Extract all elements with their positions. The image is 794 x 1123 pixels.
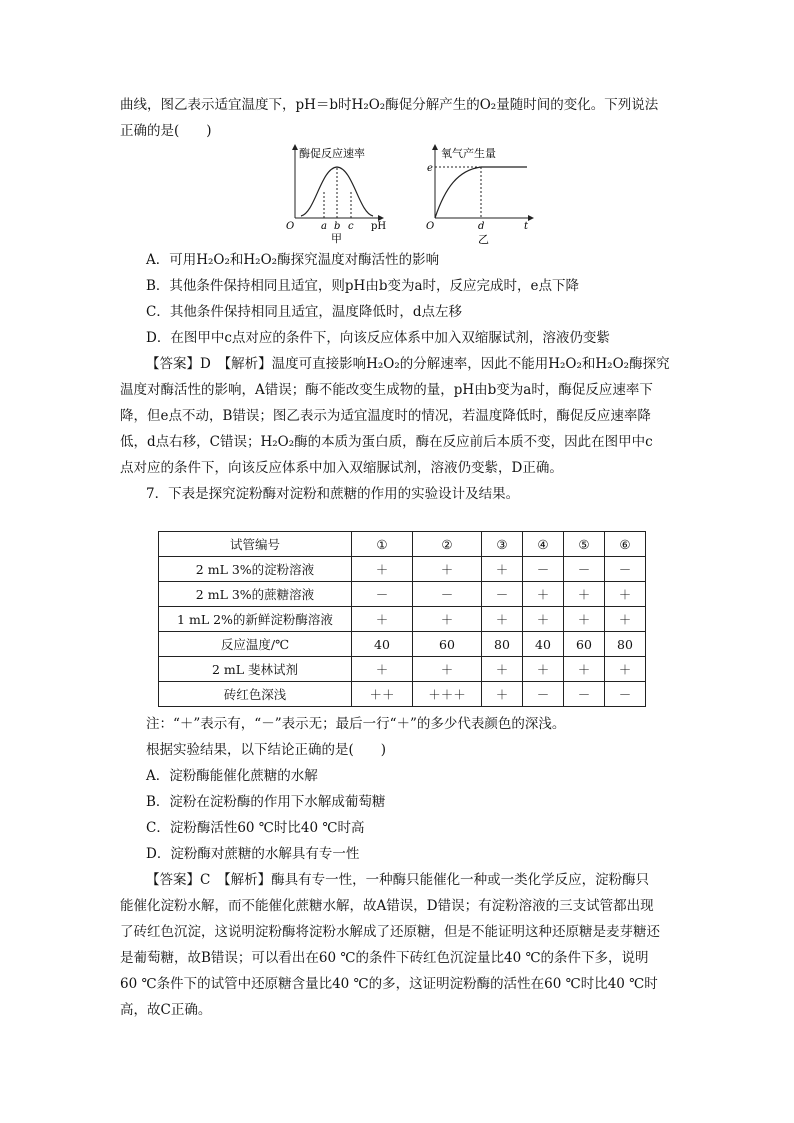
table-cell: ＋	[352, 607, 413, 632]
header-cell: 试管编号	[159, 532, 352, 557]
table-cell: ＋	[352, 657, 413, 682]
y-axis-label: 酶促反应速率	[299, 147, 365, 160]
table-cell: ＋＋＋	[413, 682, 482, 707]
q7-answer-line-4: 是葡萄糖，故B错误；可以看出在60 ℃的条件下砖红色沉淀量比40 ℃的条件下多，说明	[120, 950, 649, 966]
table-row	[159, 557, 646, 582]
table-cell: －	[352, 582, 413, 607]
header-cell: ①	[352, 532, 413, 557]
q6-option-a: A．可用H₂O₂和H₂O₂酶探究温度对酶活性的影响	[146, 252, 440, 268]
table-cell: ＋	[523, 582, 564, 607]
header-cell: ②	[413, 532, 482, 557]
q7-answer-line-3: 了砖红色沉淀，这说明淀粉酶将淀粉水解成了还原糖，但是不能证明这种还原糖是麦芽糖还	[120, 924, 660, 940]
y-tick-e: e	[427, 163, 433, 174]
x-tick-d: d	[478, 221, 485, 232]
x-axis-label: t	[524, 221, 529, 232]
table-cell: 2 mL 3%的淀粉溶液	[159, 557, 352, 582]
table-cell: ＋	[413, 557, 482, 582]
table-cell: 2 mL 3%的蔗糖溶液	[159, 582, 352, 607]
table-cell: 60	[564, 632, 605, 657]
table-cell: ＋	[523, 607, 564, 632]
table-cell: ＋＋	[352, 682, 413, 707]
q7-note: 注：“＋”表示有，“－”表示无；最后一行“＋”的多少代表颜色的深浅。	[146, 716, 566, 732]
table-cell: －	[413, 582, 482, 607]
table-cell: ＋	[482, 657, 523, 682]
y-axis-label: 氧气产生量	[441, 147, 496, 160]
q6-answer-line-3: 降，但e点不动，B错误；图乙表示为适宜温度时的情况，若温度降低时，酶促反应速率降	[120, 408, 651, 424]
table-cell: ＋	[482, 607, 523, 632]
q7-answer-line-1: 【答案】C 【解析】酶具有专一性，一种酶只能催化一种或一类化学反应，淀粉酶只	[146, 872, 650, 888]
table-cell: ＋	[482, 557, 523, 582]
tick-b: b	[334, 221, 341, 232]
table-cell: ＋	[413, 607, 482, 632]
table-cell: ＋	[605, 582, 646, 607]
q6-answer-line-1: 【答案】D 【解析】温度可直接影响H₂O₂的分解速率，因此不能用H₂O₂和H₂O₂酶探究	[146, 356, 670, 372]
table-row	[159, 632, 646, 657]
table-cell: 1 mL 2%的新鲜淀粉酶溶液	[159, 607, 352, 632]
table-cell: －	[482, 582, 523, 607]
table-cell: ＋	[482, 682, 523, 707]
table-cell: －	[564, 557, 605, 582]
table-row	[159, 607, 646, 632]
q7-option-c: C．淀粉酶活性60 ℃时比40 ℃时高	[146, 820, 365, 836]
table-cell: －	[605, 682, 646, 707]
intro-line-1: 曲线，图乙表示适宜温度下，pH＝b时H₂O₂酶促分解产生的O₂量随时间的变化。下列说法	[120, 97, 659, 113]
q6-answer-line-4: 低，d点右移，C错误；H₂O₂酶的本质为蛋白质，酶在反应前后本质不变，因此在图甲中c	[120, 434, 653, 450]
table-cell: 40	[523, 632, 564, 657]
q6-answer-line-2: 温度对酶活性的影响，A错误；酶不能改变生成物的量，pH由b变为a时，酶促反应速率下	[120, 382, 653, 398]
table-row	[159, 657, 646, 682]
table-cell: 砖红色深浅	[159, 682, 352, 707]
table-cell: ＋	[605, 657, 646, 682]
q7-option-b: B．淀粉在淀粉酶的作用下水解成葡萄糖	[146, 794, 386, 810]
table-cell: 60	[413, 632, 482, 657]
q7-option-d: D．淀粉酶对蔗糖的水解具有专一性	[146, 846, 360, 862]
table-cell: ＋	[564, 582, 605, 607]
intro-line-2: 正确的是( )	[120, 123, 212, 139]
q7-option-a: A．淀粉酶能催化蔗糖的水解	[146, 768, 318, 784]
q7-answer-line-6: 高，故C正确。	[120, 1002, 212, 1018]
origin-label: O	[426, 221, 435, 232]
table-cell: ＋	[352, 557, 413, 582]
tick-c: c	[348, 221, 354, 232]
q6-option-d: D．在图甲中c点对应的条件下，向该反应体系中加入双缩脲试剂，溶液仍变紫	[146, 330, 610, 346]
graph-yi	[423, 143, 543, 255]
header-cell: ⑥	[605, 532, 646, 557]
tick-a: a	[321, 221, 327, 232]
table-cell: －	[523, 557, 564, 582]
table-cell: －	[605, 557, 646, 582]
table-cell: 80	[605, 632, 646, 657]
origin-label: O	[286, 221, 295, 232]
table-cell: ＋	[605, 607, 646, 632]
table-row	[159, 682, 646, 707]
header-cell: ③	[482, 532, 523, 557]
table-cell: 2 mL 斐林试剂	[159, 657, 352, 682]
graph-caption: 甲	[331, 232, 342, 245]
q7-question: 根据实验结果，以下结论正确的是( )	[146, 742, 387, 758]
q7-answer-line-2: 能催化淀粉水解，而不能催化蔗糖水解，故A错误，D错误；有淀粉溶液的三支试管都出现	[120, 898, 654, 914]
q6-answer-line-5: 点对应的条件下，向该反应体系中加入双缩脲试剂，溶液仍变紫，D正确。	[120, 460, 563, 476]
table-cell: ＋	[523, 657, 564, 682]
table-header-row	[159, 532, 646, 557]
table-cell: 80	[482, 632, 523, 657]
graph-jia	[283, 143, 403, 255]
table-cell: ＋	[413, 657, 482, 682]
table-cell: ＋	[564, 657, 605, 682]
x-axis-label: pH	[371, 221, 387, 232]
header-cell: ④	[523, 532, 564, 557]
table-cell: 反应温度/℃	[159, 632, 352, 657]
q7-stem: 7．下表是探究淀粉酶对淀粉和蔗糖的作用的实验设计及结果。	[146, 486, 520, 502]
table-cell: 40	[352, 632, 413, 657]
graph-caption: 乙	[478, 233, 489, 246]
table-row	[159, 582, 646, 607]
experiment-table	[158, 531, 646, 707]
table-cell: －	[564, 682, 605, 707]
table-cell: ＋	[564, 607, 605, 632]
q7-answer-line-5: 60 ℃条件下的试管中还原糖含量比40 ℃的多，这证明淀粉酶的活性在60 ℃时比40 ℃时	[120, 976, 658, 992]
q6-option-c: C．其他条件保持相同且适宜，温度降低时，d点左移	[146, 304, 462, 320]
table-cell: －	[523, 682, 564, 707]
header-cell: ⑤	[564, 532, 605, 557]
q6-option-b: B．其他条件保持相同且适宜，则pH由b变为a时，反应完成时，e点下降	[146, 278, 580, 294]
